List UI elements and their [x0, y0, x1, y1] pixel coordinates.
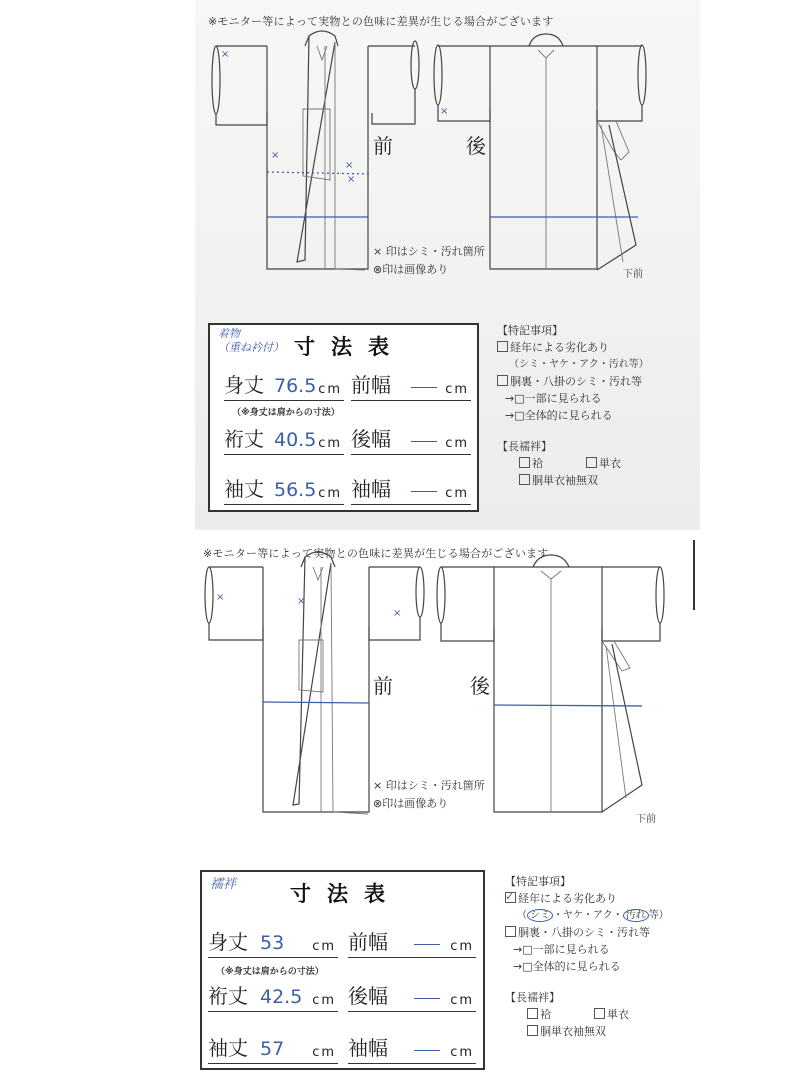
- table-title: 寸法表: [294, 335, 405, 359]
- stain-mark-icon: ×: [347, 174, 356, 185]
- juban-option-dou: 胴単衣袖無双: [505, 1023, 669, 1040]
- special-notes: [505, 873, 669, 1040]
- measurement-table: [208, 323, 479, 512]
- back-label: 後: [470, 674, 490, 698]
- measurement-table: [200, 870, 485, 1070]
- stain-mark-icon: ×: [345, 160, 354, 171]
- sodehaba-cell: 袖幅 cm: [351, 474, 471, 505]
- table-row: [224, 425, 469, 455]
- checkbox: [519, 457, 530, 468]
- ushirohaba-cell: 後幅 cm: [348, 981, 476, 1012]
- aging-checkbox-item: ✓経年による劣化あり: [505, 890, 669, 907]
- legend-stain-line: × 印はシミ・汚れ箇所: [373, 779, 485, 792]
- sodetake-cell: 袖丈 56.5 cm: [224, 474, 344, 505]
- yukitake-cell: 裄丈 42.5 cm: [208, 981, 338, 1012]
- table-title: 寸法表: [290, 882, 401, 906]
- empty-value-dash: [414, 944, 440, 946]
- kimono-sheet: [0, 0, 810, 530]
- diagram-legend: [373, 243, 485, 279]
- front-label: 前: [373, 674, 393, 698]
- color-disclaimer: ※モニター等によって実物との色味に差異が生じる場合がございます: [203, 547, 549, 560]
- handwritten-item-type: 着物 （重ね衿付）: [218, 327, 284, 354]
- sodetake-cell: 袖丈 57 cm: [208, 1033, 338, 1064]
- partial-option: →□一部に見られる: [513, 943, 610, 956]
- legend-image-line: ⊗印は画像あり: [373, 797, 449, 810]
- juban-options-row: 袷 単衣: [497, 455, 649, 472]
- circled-yogore: 汚れ: [623, 909, 649, 922]
- kimono-back-diagram: [433, 30, 638, 275]
- juban-option-dou: 胴単衣袖無双: [497, 472, 649, 489]
- kimono-front-diagram: [205, 30, 380, 275]
- mitake-cell: 身丈 76.5 cm: [224, 370, 344, 401]
- checkbox: [586, 457, 597, 468]
- aging-detail: （ シミ ・ヤケ・アク・ 汚れ 等）: [517, 910, 669, 921]
- stain-mark-icon: ×: [221, 49, 230, 60]
- aging-detail: （シミ・ヤケ・アク・汚れ等）: [509, 359, 649, 370]
- stain-mark-icon: ×: [393, 608, 402, 619]
- checkbox: [505, 926, 516, 937]
- stain-mark-icon: ×: [440, 106, 449, 117]
- circled-shimi: シミ: [527, 909, 553, 922]
- juban-front-diagram: [203, 560, 402, 815]
- overall-option: →□全体的に見られる: [505, 409, 613, 422]
- juban-sheet: [0, 540, 810, 1080]
- checkbox: [594, 1008, 605, 1019]
- lining-checkbox-item: 胴裏・八掛のシミ・汚れ等: [497, 373, 649, 390]
- juban-front-right-sleeve: [369, 567, 429, 647]
- checkbox: [497, 375, 508, 386]
- legend-stain-line: × 印はシミ・汚れ箇所: [373, 245, 485, 258]
- stain-mark-icon: ×: [271, 150, 280, 161]
- handwritten-item-type: 襦袢: [210, 877, 237, 892]
- color-disclaimer: ※モニター等によって実物との色味に差異が生じる場合がございます: [208, 15, 554, 28]
- empty-value-dash: [411, 491, 437, 493]
- aging-checkbox-item: 経年による劣化あり: [497, 339, 649, 356]
- table-row: [224, 371, 469, 401]
- empty-value-dash: [414, 1050, 440, 1052]
- legend-image-line: ⊗印は画像あり: [373, 263, 449, 276]
- special-notes: [497, 322, 649, 489]
- table-row: [208, 982, 474, 1012]
- lower-front-label: 下前: [636, 814, 656, 825]
- mitake-note: （※身丈は肩からの寸法）: [216, 967, 324, 977]
- yukitake-cell: 裄丈 40.5 cm: [224, 424, 344, 455]
- sodehaba-cell: 袖幅 cm: [348, 1033, 476, 1064]
- juban-heading: 【長襦袢】: [505, 991, 560, 1004]
- table-row: [208, 928, 474, 958]
- stain-mark-icon: ×: [297, 596, 306, 607]
- stain-mark-icon: ×: [216, 592, 225, 603]
- overall-option: →□全体的に見られる: [513, 960, 621, 973]
- empty-value-dash: [411, 441, 437, 443]
- lining-checkbox-item: 胴裏・八掛のシミ・汚れ等: [505, 924, 669, 941]
- table-row: [208, 1034, 474, 1064]
- checkbox: [527, 1008, 538, 1019]
- mitake-cell: 身丈 53 cm: [208, 927, 338, 958]
- juban-options-row: 袷 単衣: [505, 1006, 669, 1023]
- checkbox: [519, 474, 530, 485]
- checkbox: [497, 341, 508, 352]
- maehaba-cell: 前幅 cm: [348, 927, 476, 958]
- ushirohaba-cell: 後幅 cm: [351, 424, 471, 455]
- checkbox: [527, 1025, 538, 1036]
- special-notes-heading: 【特記事項】: [505, 875, 571, 888]
- kimono-front-right-sleeve: [372, 40, 422, 130]
- table-row: [224, 475, 469, 505]
- maehaba-cell: 前幅 cm: [351, 370, 471, 401]
- juban-heading: 【長襦袢】: [497, 440, 552, 453]
- front-label: 前: [373, 134, 393, 158]
- checked-checkbox: [505, 892, 516, 903]
- partial-option: →□一部に見られる: [505, 392, 602, 405]
- special-notes-heading: 【特記事項】: [497, 324, 563, 337]
- empty-value-dash: [411, 387, 437, 389]
- mitake-note: （※身丈は肩からの寸法）: [232, 408, 340, 418]
- diagram-legend: [373, 777, 485, 813]
- lower-front-label: 下前: [623, 269, 643, 280]
- empty-value-dash: [414, 998, 440, 1000]
- back-label: 後: [466, 134, 486, 158]
